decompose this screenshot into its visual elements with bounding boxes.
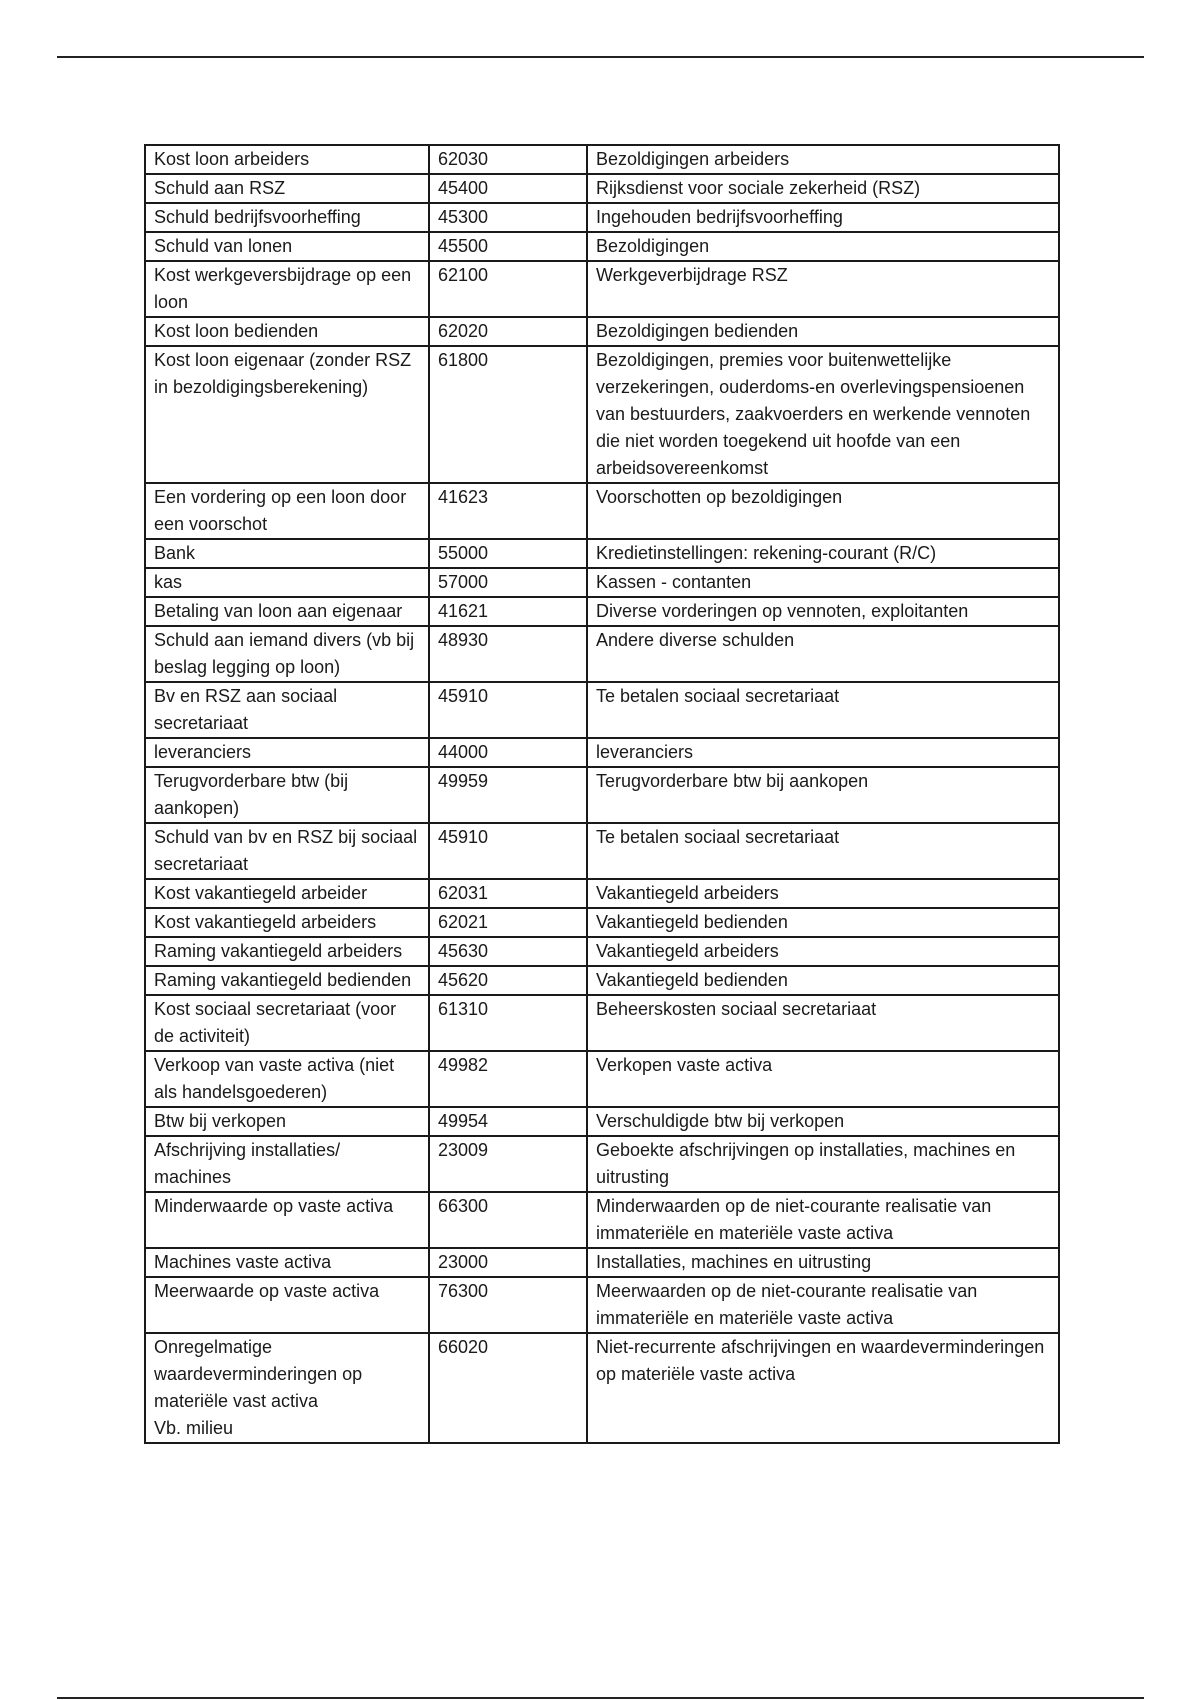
row-account-name: Ingehouden bedrijfsvoorheffing xyxy=(587,203,1059,232)
row-account-code: 62030 xyxy=(429,145,587,174)
row-description: Kost vakantiegeld arbeiders xyxy=(145,908,429,937)
accounts-table-container xyxy=(144,144,1058,1444)
table-row xyxy=(145,1051,1059,1107)
row-account-code: 61310 xyxy=(429,995,587,1051)
row-account-code: 41623 xyxy=(429,483,587,539)
row-account-code: 41621 xyxy=(429,597,587,626)
table-row xyxy=(145,568,1059,597)
table-row xyxy=(145,1248,1059,1277)
row-description: Schuld aan iemand divers (vb bij beslag legging op loon) xyxy=(145,626,429,682)
row-account-name: Meerwaarden op de niet-courante realisatie van immateriële en materiële vaste activa xyxy=(587,1277,1059,1333)
header-rule xyxy=(57,56,1144,58)
row-account-code: 66300 xyxy=(429,1192,587,1248)
row-description: Kost loon arbeiders xyxy=(145,145,429,174)
accounts-table xyxy=(144,144,1060,1444)
row-description: Minderwaarde op vaste activa xyxy=(145,1192,429,1248)
row-account-name: Terugvorderbare btw bij aankopen xyxy=(587,767,1059,823)
row-description: kas xyxy=(145,568,429,597)
row-account-code: 45910 xyxy=(429,823,587,879)
row-account-name: Verschuldigde btw bij verkopen xyxy=(587,1107,1059,1136)
table-row xyxy=(145,1277,1059,1333)
table-row xyxy=(145,767,1059,823)
table-row xyxy=(145,1107,1059,1136)
row-description: Machines vaste activa xyxy=(145,1248,429,1277)
row-account-code: 45400 xyxy=(429,174,587,203)
row-account-code: 48930 xyxy=(429,626,587,682)
footer-rule xyxy=(57,1697,1144,1699)
row-description: Afschrijving installaties/ machines xyxy=(145,1136,429,1192)
row-account-code: 66020 xyxy=(429,1333,587,1443)
row-description: Kost vakantiegeld arbeider xyxy=(145,879,429,908)
row-account-code: 49954 xyxy=(429,1107,587,1136)
row-description: Kost loon eigenaar (zonder RSZ in bezoldigingsberekening) xyxy=(145,346,429,483)
row-account-name: Bezoldigingen, premies voor buitenwettelijke verzekeringen, ouderdoms-en overlevingspensioenen van bestuurders, zaakvoerders en werkende vennoten die niet worden toegekend uit hoofde van een arbeidsovereenkomst xyxy=(587,346,1059,483)
table-row xyxy=(145,317,1059,346)
row-account-name: Kredietinstellingen: rekening-courant (R/C) xyxy=(587,539,1059,568)
row-account-name: Diverse vorderingen op vennoten, exploitanten xyxy=(587,597,1059,626)
row-account-name: Minderwaarden op de niet-courante realisatie van immateriële en materiële vaste activa xyxy=(587,1192,1059,1248)
row-account-name: Beheerskosten sociaal secretariaat xyxy=(587,995,1059,1051)
row-description: Schuld bedrijfsvoorheffing xyxy=(145,203,429,232)
row-account-name: Kassen - contanten xyxy=(587,568,1059,597)
row-description: Bank xyxy=(145,539,429,568)
row-description: Kost werkgeversbijdrage op een loon xyxy=(145,261,429,317)
row-description: Bv en RSZ aan sociaal secretariaat xyxy=(145,682,429,738)
table-row xyxy=(145,232,1059,261)
row-account-code: 45300 xyxy=(429,203,587,232)
table-row xyxy=(145,626,1059,682)
row-description: Kost loon bedienden xyxy=(145,317,429,346)
row-description: Schuld aan RSZ xyxy=(145,174,429,203)
row-account-code: 45620 xyxy=(429,966,587,995)
row-account-name: Vakantiegeld arbeiders xyxy=(587,879,1059,908)
row-description: Schuld van bv en RSZ bij sociaal secretariaat xyxy=(145,823,429,879)
table-row xyxy=(145,346,1059,483)
row-description: Meerwaarde op vaste activa xyxy=(145,1277,429,1333)
row-description: Btw bij verkopen xyxy=(145,1107,429,1136)
table-row xyxy=(145,937,1059,966)
table-row xyxy=(145,908,1059,937)
table-row xyxy=(145,823,1059,879)
row-account-name: Werkgeverbijdrage RSZ xyxy=(587,261,1059,317)
row-account-name: Verkopen vaste activa xyxy=(587,1051,1059,1107)
row-account-name: Vakantiegeld bedienden xyxy=(587,966,1059,995)
row-account-name: Bezoldigingen arbeiders xyxy=(587,145,1059,174)
table-row xyxy=(145,682,1059,738)
accounts-table-body xyxy=(145,145,1059,1443)
row-account-code: 49959 xyxy=(429,767,587,823)
row-description: Betaling van loon aan eigenaar xyxy=(145,597,429,626)
row-description: Terugvorderbare btw (bij aankopen) xyxy=(145,767,429,823)
table-row xyxy=(145,966,1059,995)
row-account-name: Vakantiegeld arbeiders xyxy=(587,937,1059,966)
row-account-name: Bezoldigingen xyxy=(587,232,1059,261)
row-account-code: 44000 xyxy=(429,738,587,767)
row-description: Raming vakantiegeld arbeiders xyxy=(145,937,429,966)
row-account-code: 62021 xyxy=(429,908,587,937)
row-account-name: Andere diverse schulden xyxy=(587,626,1059,682)
row-account-code: 61800 xyxy=(429,346,587,483)
row-description: Schuld van lonen xyxy=(145,232,429,261)
row-description: Kost sociaal secretariaat (voor de activiteit) xyxy=(145,995,429,1051)
row-account-code: 62100 xyxy=(429,261,587,317)
row-account-code: 45910 xyxy=(429,682,587,738)
row-account-name: Installaties, machines en uitrusting xyxy=(587,1248,1059,1277)
row-description: Een vordering op een loon door een voorschot xyxy=(145,483,429,539)
row-account-code: 62020 xyxy=(429,317,587,346)
row-account-code: 23000 xyxy=(429,1248,587,1277)
row-account-code: 23009 xyxy=(429,1136,587,1192)
table-row xyxy=(145,539,1059,568)
table-row xyxy=(145,879,1059,908)
row-account-name: Vakantiegeld bedienden xyxy=(587,908,1059,937)
row-account-name: Niet-recurrente afschrijvingen en waardeverminderingen op materiële vaste activa xyxy=(587,1333,1059,1443)
table-row xyxy=(145,261,1059,317)
row-account-name: Geboekte afschrijvingen op installaties, machines en uitrusting xyxy=(587,1136,1059,1192)
table-row xyxy=(145,145,1059,174)
table-row xyxy=(145,1136,1059,1192)
row-description: leveranciers xyxy=(145,738,429,767)
row-description: Verkoop van vaste activa (niet als handelsgoederen) xyxy=(145,1051,429,1107)
row-account-code: 45630 xyxy=(429,937,587,966)
row-account-name: Rijksdienst voor sociale zekerheid (RSZ) xyxy=(587,174,1059,203)
table-row xyxy=(145,1192,1059,1248)
row-account-code: 76300 xyxy=(429,1277,587,1333)
table-row xyxy=(145,597,1059,626)
table-row xyxy=(145,174,1059,203)
row-account-name: Voorschotten op bezoldigingen xyxy=(587,483,1059,539)
row-account-code: 62031 xyxy=(429,879,587,908)
row-account-name: Te betalen sociaal secretariaat xyxy=(587,823,1059,879)
table-row xyxy=(145,1333,1059,1443)
table-row xyxy=(145,203,1059,232)
table-row xyxy=(145,995,1059,1051)
row-description: Onregelmatige waardeverminderingen op materiële vast activa Vb. milieu xyxy=(145,1333,429,1443)
row-account-name: Bezoldigingen bedienden xyxy=(587,317,1059,346)
row-account-code: 55000 xyxy=(429,539,587,568)
row-account-code: 49982 xyxy=(429,1051,587,1107)
row-description: Raming vakantiegeld bedienden xyxy=(145,966,429,995)
row-account-name: Te betalen sociaal secretariaat xyxy=(587,682,1059,738)
table-row xyxy=(145,483,1059,539)
row-account-name: leveranciers xyxy=(587,738,1059,767)
row-account-code: 45500 xyxy=(429,232,587,261)
row-account-code: 57000 xyxy=(429,568,587,597)
table-row xyxy=(145,738,1059,767)
